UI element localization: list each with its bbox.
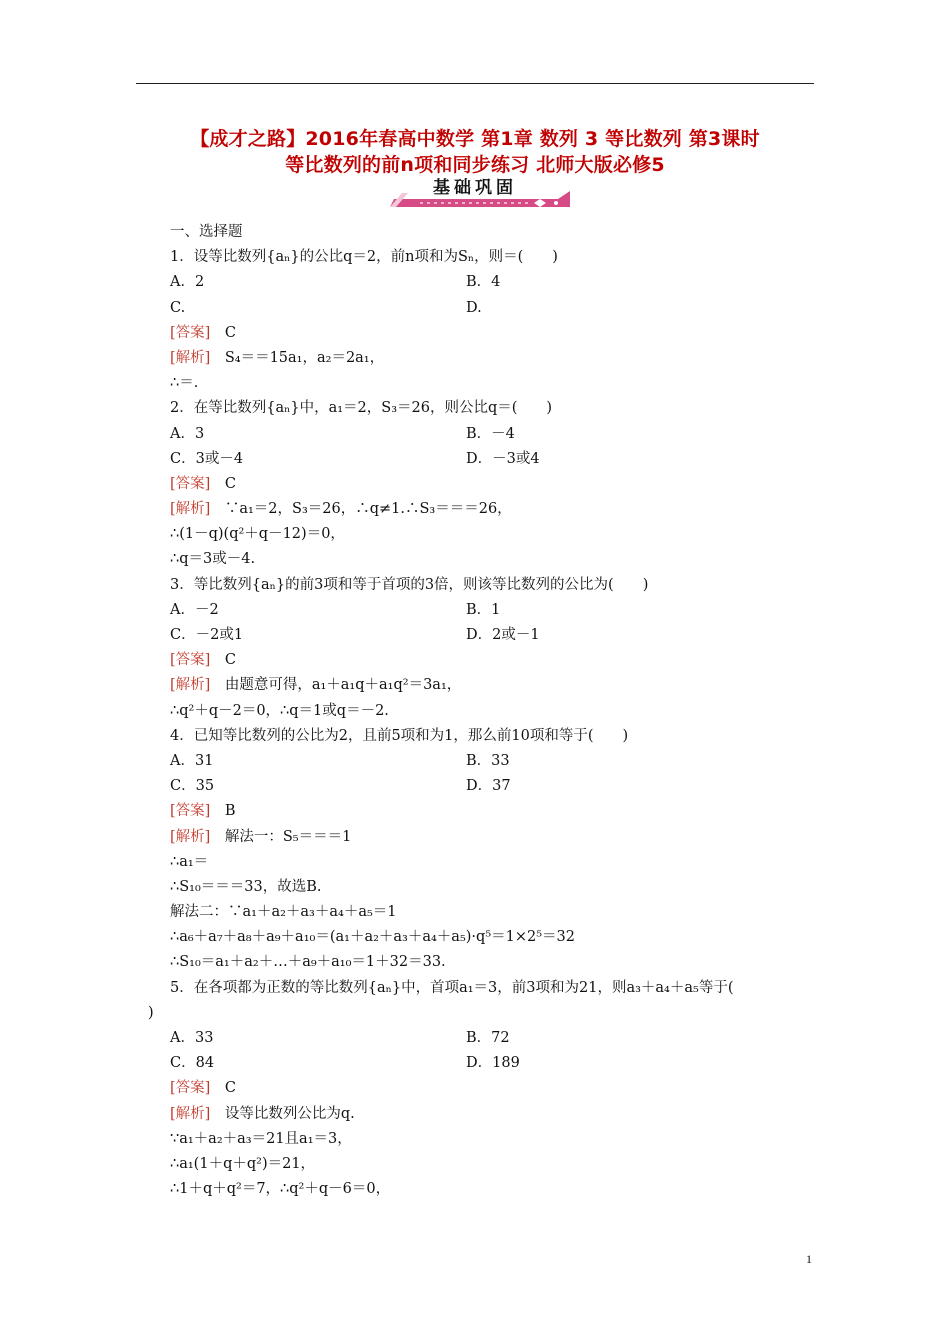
answer-line	[170, 1076, 820, 1101]
answer-tag: [答案]	[170, 324, 211, 341]
question-5	[170, 976, 820, 1001]
analysis-line	[170, 1102, 820, 1127]
option-c: C．－2或1	[170, 627, 244, 643]
options-row	[170, 1026, 820, 1051]
option-c: C.	[170, 299, 186, 316]
solution-step	[170, 547, 820, 572]
answer-tag: [答案]	[170, 652, 211, 669]
solution-step	[170, 900, 820, 925]
question-2	[170, 396, 820, 421]
options-row	[170, 422, 820, 447]
option-c: C．35	[170, 778, 215, 795]
document-title-line-1: 【成才之路】2016年春高中数学 第1章 数列 3 等比数列 第3课时	[190, 128, 760, 150]
section-banner-label: 基础巩固	[433, 178, 517, 198]
answer-text: C	[210, 652, 236, 669]
answer-line	[170, 648, 820, 673]
exercise-content	[148, 220, 820, 1202]
section-heading	[170, 220, 820, 245]
answer-text: C	[210, 324, 236, 341]
answer-line	[170, 472, 820, 497]
answer-text: B	[210, 803, 236, 820]
question-text: 5．在各项都为正数的等比数列{aₙ}中，首项a₁＝3，前3项和为21，则a₃＋a₄＋a₅等于(	[170, 979, 734, 996]
section-heading-text: 一、选择题	[170, 224, 243, 240]
solution-step	[170, 1127, 820, 1152]
analysis-line	[170, 825, 820, 850]
analysis-tag: [解析]	[170, 828, 211, 845]
solution-text: ∴(1－q)(q²＋q－12)＝0，	[170, 526, 345, 543]
option-d: D.	[466, 299, 482, 316]
options-row	[170, 296, 820, 321]
analysis-text: 设等比数列公比为q.	[210, 1105, 355, 1122]
option-a: A．3	[170, 425, 205, 442]
option-c: C．3或－4	[170, 450, 244, 467]
option-b: B．1	[466, 601, 501, 618]
question-text: 3．等比数列{aₙ}的前3项和等于首项的3倍，则该等比数列的公比为( )	[170, 576, 649, 593]
analysis-tag: [解析]	[170, 1105, 211, 1122]
options-row	[170, 774, 820, 799]
question-text: 4．已知等比数列的公比为2，且前5项和为1，那么前10项和等于( )	[170, 727, 629, 744]
solution-step	[170, 522, 820, 547]
analysis-text: ∵a₁＝2，S₃＝26，∴q≠1.∴S₃＝＝＝26，	[210, 501, 512, 518]
question-3	[170, 573, 820, 598]
option-b: B．72	[466, 1030, 510, 1046]
option-b: B．33	[466, 752, 510, 769]
solution-text: ∴q＝3或－4.	[170, 551, 256, 568]
analysis-tag: [解析]	[170, 349, 211, 366]
answer-tag: [答案]	[170, 1080, 211, 1097]
analysis-line	[170, 346, 820, 371]
solution-text: ∴a₁＝	[170, 853, 209, 870]
options-row	[170, 749, 820, 774]
analysis-text: S₄＝＝15a₁，a₂＝2a₁，	[210, 349, 385, 366]
solution-step	[170, 950, 820, 975]
answer-tag: [答案]	[170, 803, 211, 820]
analysis-tag: [解析]	[170, 677, 211, 694]
question-text-continuation: )	[148, 1004, 154, 1021]
question-5-wrap	[148, 1001, 820, 1026]
analysis-tag: [解析]	[170, 501, 211, 518]
solution-text: ∴S₁₀＝a₁＋a₂＋…＋a₉＋a₁₀＝1＋32＝33.	[170, 954, 446, 971]
solution-text: ∴1＋q＋q²＝7，∴q²＋q－6＝0，	[170, 1181, 391, 1198]
option-a: A．2	[170, 274, 205, 291]
solution-text: ∴a₁(1＋q＋q²)＝21，	[170, 1155, 316, 1172]
options-row	[170, 270, 820, 295]
option-a: A．31	[170, 752, 214, 769]
answer-text: C	[210, 1080, 236, 1097]
page-number: 1	[806, 1252, 812, 1266]
document-title-line-2: 等比数列的前n项和同步练习 北师大版必修5	[285, 154, 665, 176]
option-a: A．33	[170, 1030, 214, 1046]
analysis-line	[170, 673, 820, 698]
solution-text: ∵a₁＋a₂＋a₃＝21且a₁＝3，	[170, 1130, 352, 1147]
solution-step	[170, 925, 820, 950]
solution-step	[170, 1152, 820, 1177]
solution-step	[170, 371, 820, 396]
solution-text: ∴a₆＋a₇＋a₈＋a₉＋a₁₀＝(a₁＋a₂＋a₃＋a₄＋a₅)·q⁵＝1×2⁵＝32	[170, 929, 575, 946]
solution-text: ∴＝.	[170, 375, 199, 392]
options-row	[170, 1051, 820, 1076]
question-1	[170, 245, 820, 270]
solution-step	[170, 699, 820, 724]
question-4	[170, 724, 820, 749]
option-b: B．4	[466, 274, 501, 291]
analysis-text: 解法一：S₅＝＝＝1	[210, 828, 352, 845]
analysis-text: 由题意可得，a₁＋a₁q＋a₁q²＝3a₁，	[210, 677, 462, 694]
answer-tag: [答案]	[170, 475, 211, 492]
answer-text: C	[210, 475, 236, 492]
option-d: D．2或－1	[466, 627, 540, 643]
option-d: D．189	[466, 1055, 520, 1072]
question-text: 2．在等比数列{aₙ}中，a₁＝2，S₃＝26，则公比q＝( )	[170, 400, 553, 417]
solution-text: ∴S₁₀＝＝＝33，故选B.	[170, 878, 322, 895]
solution-step	[170, 875, 820, 900]
analysis-line	[170, 497, 820, 522]
option-a: A．－2	[170, 601, 219, 618]
options-row	[170, 623, 820, 648]
option-d: D．37	[466, 778, 511, 795]
option-b: B．－4	[466, 425, 515, 442]
option-c: C．84	[170, 1055, 215, 1072]
solution-step	[170, 850, 820, 875]
solution-text: ∴q²＋q－2＝0，∴q＝1或q＝－2.	[170, 702, 389, 719]
header-rule	[136, 83, 814, 84]
answer-line	[170, 799, 820, 824]
option-d: D．－3或4	[466, 450, 540, 467]
options-row	[170, 598, 820, 623]
options-row	[170, 447, 820, 472]
question-text: 1．设等比数列{aₙ}的公比q＝2，前n项和为Sₙ，则＝( )	[170, 249, 558, 266]
solution-text: 解法二：∵a₁＋a₂＋a₃＋a₄＋a₅＝1	[170, 904, 397, 921]
solution-step	[170, 1177, 820, 1202]
answer-line	[170, 321, 820, 346]
